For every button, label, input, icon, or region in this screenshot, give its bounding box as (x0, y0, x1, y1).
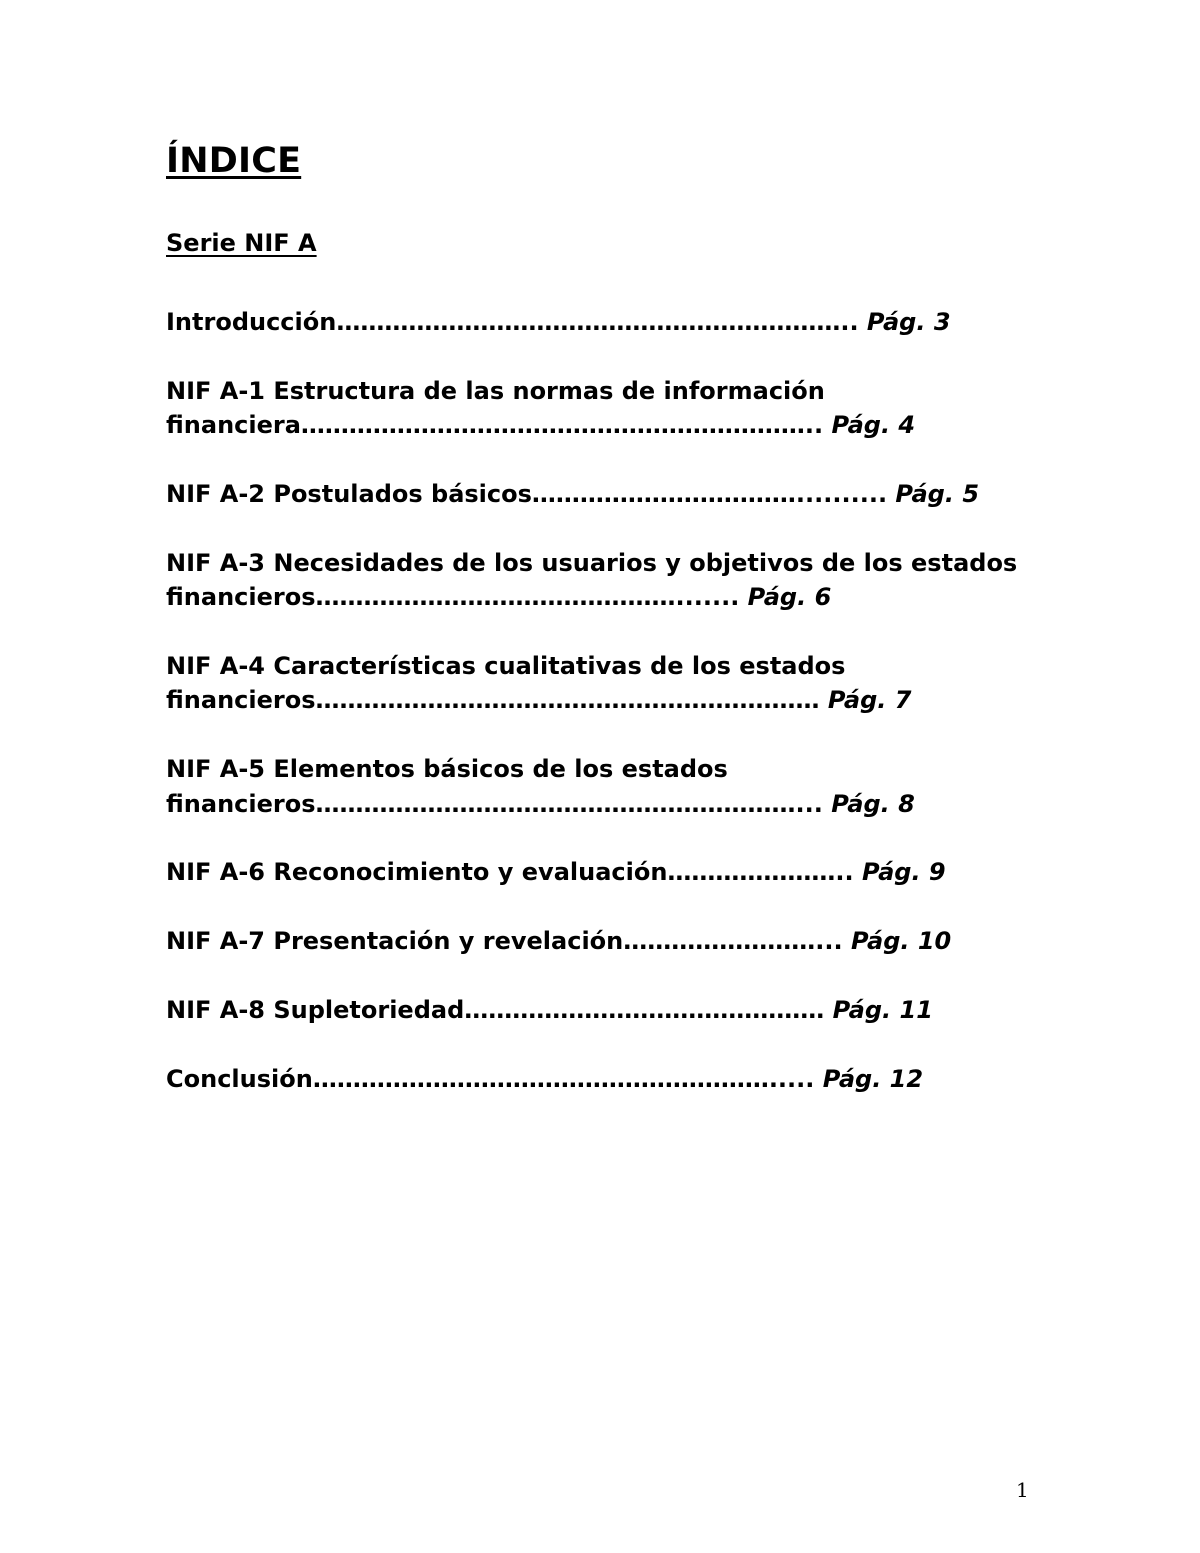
toc-entry-text: NIF A-6 Reconocimiento y evaluación………………….. (166, 858, 863, 887)
toc-entry-page: Pág. 3 (866, 308, 951, 336)
toc-entry-text: NIF A-4 Características cualitativas de los estados financieros……………………………………………………… (166, 652, 846, 715)
page-title: ÍNDICE (166, 141, 302, 181)
index-content (166, 138, 1036, 1096)
series-heading: Serie NIF A (166, 229, 317, 257)
toc-entry-conclusion (166, 1062, 1036, 1096)
toc-entry-page: Pág. 8 (831, 789, 915, 818)
toc-entry-text: NIF A-3 Necesidades de los usuarios y objetivos de los estados financieros………………………………………....... (166, 548, 1018, 612)
toc-entry-page: Pág. 6 (747, 583, 832, 612)
toc-entry-page: Pág. 11 (832, 996, 933, 1024)
toc-entry-page: Pág. 7 (827, 686, 912, 715)
page-number: 1 (1016, 1478, 1029, 1502)
toc-entry-page: Pág. 4 (831, 411, 916, 440)
toc-entry-text: NIF A-2 Postulados básicos…………………………….......... (166, 480, 896, 508)
toc-entry-nif-a8 (166, 993, 1036, 1027)
toc-entry-text: NIF A-1 Estructura de las normas de información financiera……………………………………………………….. (166, 376, 832, 440)
toc-entry-page: Pág. 9 (862, 858, 946, 887)
toc-entry-nif-a7 (166, 924, 1036, 958)
toc-entry-nif-a1 (166, 374, 1036, 443)
toc-entry-text: Introducción……………………………………………………….. (166, 308, 867, 336)
toc-entry-nif-a2 (166, 477, 1036, 511)
toc-entry-page: Pág. 12 (822, 1064, 924, 1093)
toc-entry-nif-a3 (166, 546, 1036, 615)
toc-entry-nif-a4 (166, 649, 1036, 718)
toc-entry-text: NIF A-7 Presentación y revelación……………………... (166, 927, 851, 956)
toc-entry-introduccion (166, 305, 1036, 339)
toc-entry-text: NIF A-8 Supletoriedad……………………………………… (166, 996, 833, 1024)
toc-entry-nif-a6 (166, 855, 1036, 889)
toc-entry-text: NIF A-5 Elementos básicos de los estados financieros……………………………………………………... (166, 755, 832, 818)
table-of-contents (166, 305, 1036, 1096)
toc-entry-page: Pág. 5 (895, 480, 980, 508)
toc-entry-nif-a5 (166, 752, 1036, 821)
toc-entry-page: Pág. 10 (850, 927, 952, 956)
toc-entry-text: Conclusión…………………………………………………..... (166, 1064, 823, 1093)
